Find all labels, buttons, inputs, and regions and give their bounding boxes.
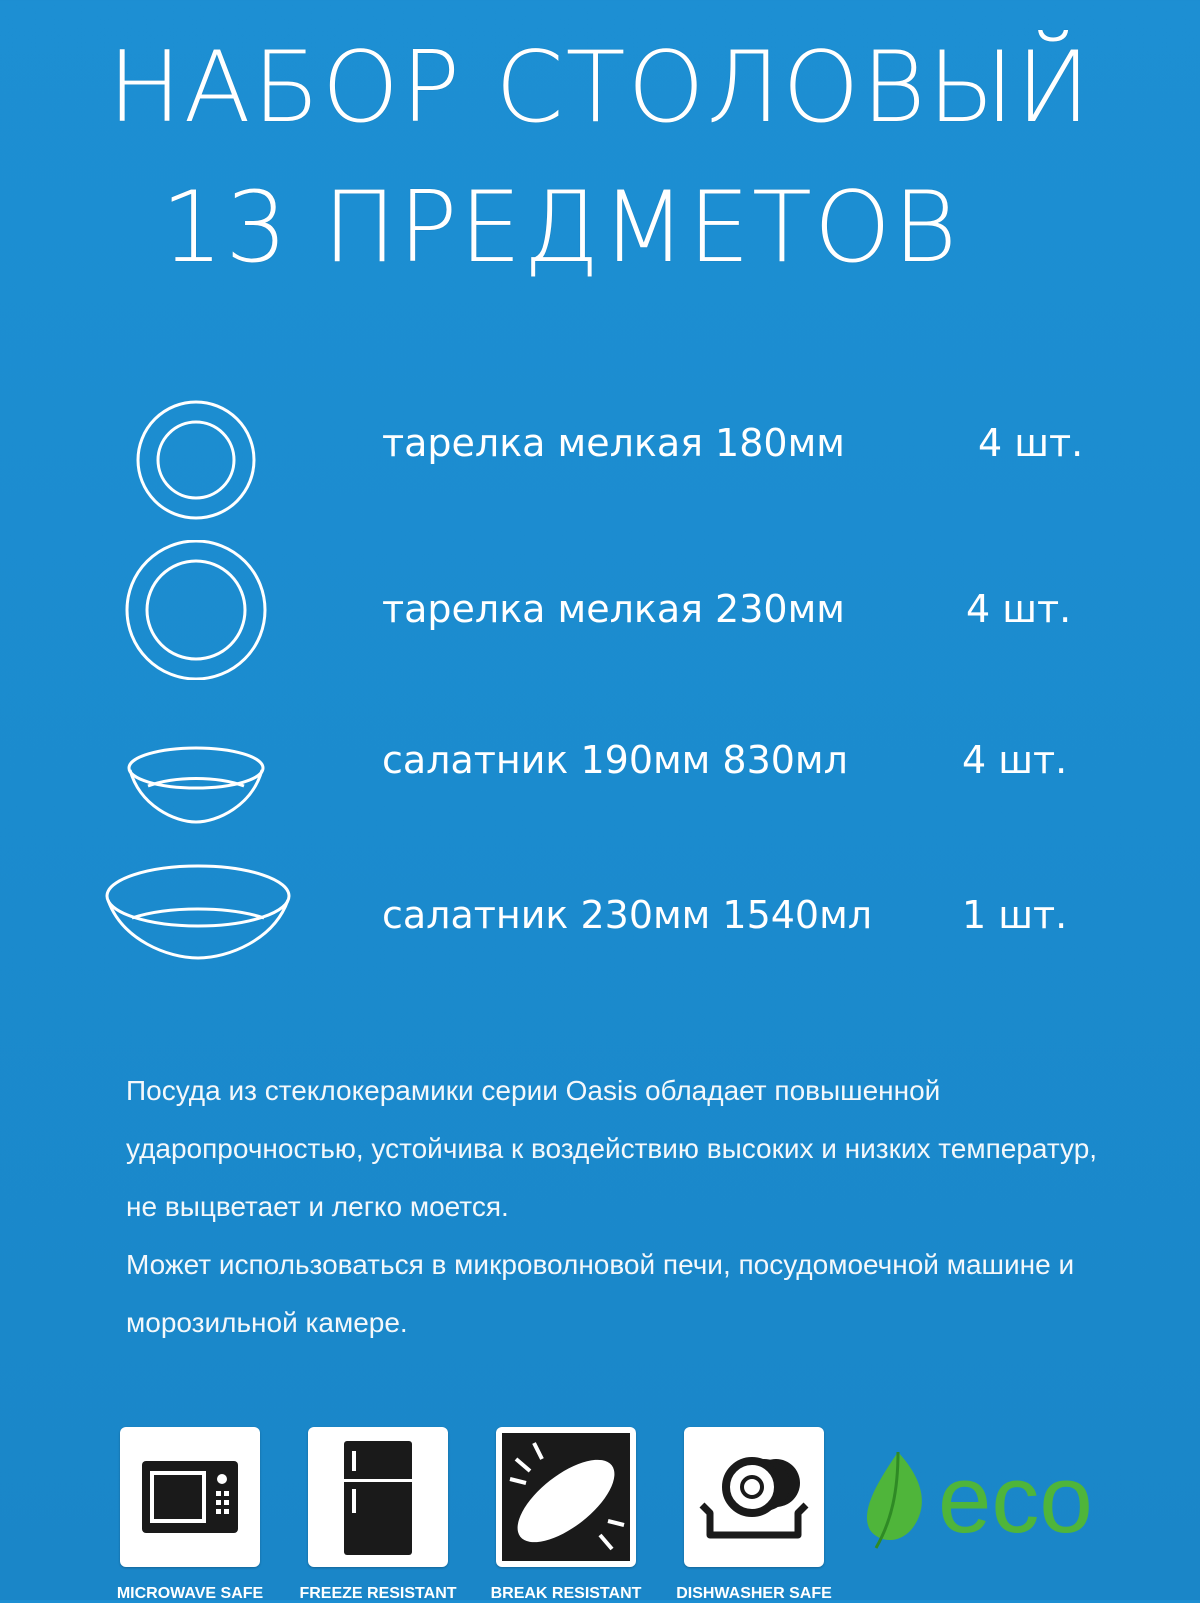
- item-name: тарелка мелкая 180мм: [382, 421, 845, 465]
- large-plate-icon: [0, 540, 300, 680]
- description-line: Посуда из стеклокерамики серии Oasis обладает повышенной: [126, 1075, 941, 1106]
- description: [126, 1062, 1136, 1352]
- microwave-safe-badge: [110, 1427, 270, 1603]
- item-quantity: 4 шт.: [962, 738, 1068, 782]
- broken-plate-icon: [496, 1427, 636, 1567]
- leaf-icon: [858, 1440, 938, 1560]
- fridge-icon: [308, 1427, 448, 1567]
- item-name: салатник 230мм 1540мл: [382, 893, 873, 937]
- eco-logo: [858, 1440, 1158, 1560]
- item-quantity: 4 шт.: [966, 587, 1072, 631]
- large-bowl-icon: [0, 862, 300, 962]
- item-name: тарелка мелкая 230мм: [382, 587, 845, 631]
- page-title: НАБОР СТОЛОВЫЙ: [107, 31, 1093, 145]
- badge-label: MICROWAVE SAFE: [116, 1585, 264, 1602]
- item-name: салатник 190мм 830мл: [382, 738, 848, 782]
- badge-label: DISHWASHER SAFE: [676, 1585, 832, 1602]
- small-bowl-icon: [0, 746, 300, 826]
- page-subtitle: 13 ПРЕДМЕТОВ: [160, 171, 960, 285]
- description-line: ударопрочностью, устойчива к воздействию высоких и низких температур,: [126, 1133, 1098, 1164]
- badge-label: BREAK RESISTANT: [490, 1585, 642, 1602]
- item-quantity: 4 шт.: [978, 421, 1084, 465]
- small-plate-icon: [0, 400, 300, 520]
- freeze-resistant-badge: [298, 1427, 458, 1603]
- break-resistant-badge: [486, 1427, 646, 1603]
- dishwasher-safe-badge: [674, 1427, 834, 1603]
- dishwasher-icon: [684, 1427, 824, 1567]
- badge-label: FREEZE RESISTANT: [299, 1585, 457, 1602]
- description-line: не выцветает и легко моется.: [126, 1191, 509, 1222]
- microwave-icon: [120, 1427, 260, 1567]
- eco-label: eco: [938, 1446, 1093, 1553]
- description-line: морозильной камере.: [126, 1307, 408, 1338]
- description-line: Может использоваться в микроволновой печи, посудомоечной машине и: [126, 1249, 1075, 1280]
- item-quantity: 1 шт.: [962, 893, 1068, 937]
